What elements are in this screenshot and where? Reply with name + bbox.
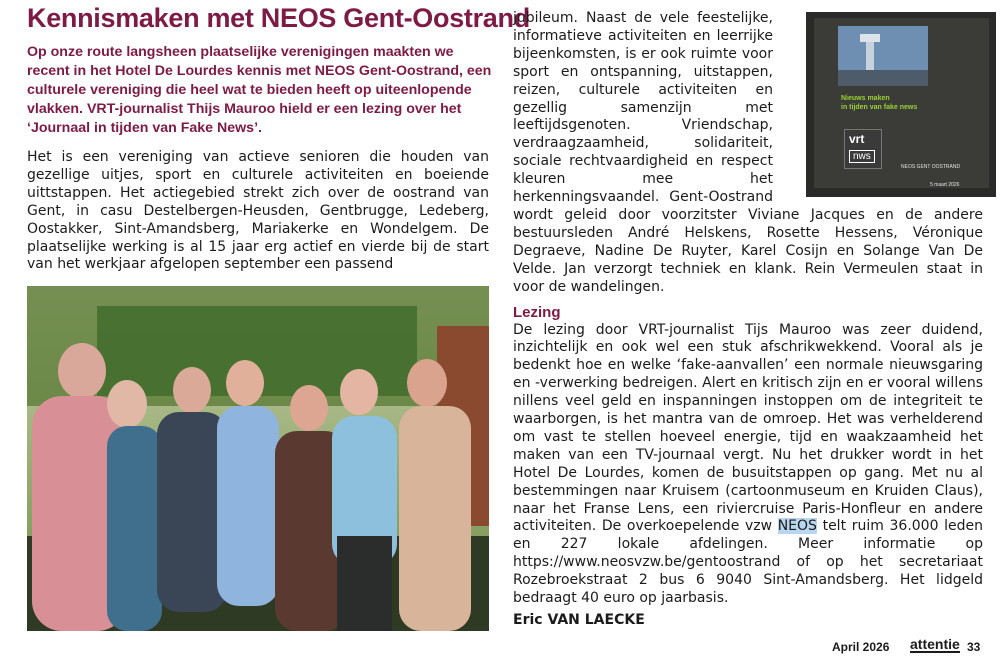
article-title: Kennismaken met NEOS Gent-Oostrand <box>27 3 530 33</box>
author-name: Eric VAN LAECKE <box>513 612 645 628</box>
lezing-text-after: telt ruim 36.000 leden en 227 lokale afdelingen. Meer informatie op https://www.neosvzw.be/gentoostrand of op het secretariaat Rozebroekstraat 2 bus 6 9040 Sint-Amandsberg. Het lidgeld bedraagt 40 euro op jaarbasis. <box>513 518 984 607</box>
footer-issue: April 2026 <box>832 640 890 654</box>
section-heading-lezing: Lezing <box>513 303 561 321</box>
lezing-text-before: De lezing door VRT-journalist Tijs Mauroo was zeer duidend, inzichtelijk en ook wel een stuk afschrikwekkend. Vooral als je bedenkt hoe en welke ‘fake-aanvallen’ een normale nieuwsgaring en -verwerking bedreigen. Alert en kritisch zijn en er vooral willens nillens veel geld en inspanningen instoppen om de integriteit te waarborgen, is het mantra van de omroep. Het was verhelderend om vast te stellen hoeveel energie, tijd en waakzaamheid het maken van een TV-journaal vergt. Nu het drukker wordt in het Hotel De Lourdes, komen de busuitstappen op gang. Met nu al bestemmingen naar Kruisem (cartoonmuseum en Kruiden Claus), naar het Franse Lens, een riviercruise Paris-Honfleur en andere activiteiten. De overkoepelende vzw <box>513 321 983 535</box>
nws-logo-text: nws <box>849 150 875 163</box>
group-photo-image <box>27 286 489 631</box>
slide-title-line1: Nieuws maken <box>841 95 890 102</box>
lezing-text <box>513 322 983 609</box>
slide-date: 5 maart 2026 <box>930 182 960 188</box>
vrt-logo-text: vrt <box>849 132 865 146</box>
article-intro: Op onze route langsheen plaatselijke verenigingen maakten we recent in het Hotel De Lourdes kennis met NEOS Gent-Oostrand, een culturele vereniging die heel wat te bieden heeft op uiteenlopende vlakken. VRT-journalist Thijs Mauroo hield er een lezing over het ‘Journaal in tijden van Fake News’. <box>27 44 492 136</box>
footer-page-number: 33 <box>967 640 981 654</box>
body-column-left: Het is een vereniging van actieve senioren die houden van gezellige uitjes, sport en culturele activiteiten en boeiende uittstappen. Het actiegebied strekt zich over de oostrand van Gent, in casu Destelbergen-Heusden, Gentbrugge, Ledeberg, Oostakker, Sint-Amandsberg, Mariakerke en Wondelgem. De plaatselijke werking is al 15 jaar erg actief en vierde bij de start van het werkjaar afgelopen september een passend <box>27 149 489 273</box>
body-right-text: jubileum. Naast de vele feestelijke, informatieve activiteiten en leerrijke bijeenkomsten, is er ook ruimte voor sport en ontspanning, uitstappen, reizen, culturele activiteiten en gezellig samenzijn met leeftijdsgenoten. Vriendschap, verdraagzaamheid, solidariteit, sociale rechtvaardigheid en respect kleuren mee het herkenningsvaandel. Gent-Oostrand wordt geleid door voorzitster Viviane Jacques en de andere bestuursleden André Helskens, Rosette Hessens, Véronique Degraeve, Nadine De Ruyter, Karel Cosijn en Solange Van De Velde. Jan verzorgt techniek en klank. Rein Vermeulen staat in voor de wandelingen. <box>513 10 983 295</box>
group-photo <box>27 286 489 631</box>
slide-org: NEOS GENT OOSTRAND <box>901 164 961 170</box>
slide-photo-spacer <box>783 10 983 206</box>
slide-title-line2: in tijden van fake news <box>841 104 918 111</box>
body-column-right <box>513 10 983 630</box>
highlighted-neos: NEOS <box>777 518 817 535</box>
footer-magazine-logo: attentie <box>910 636 960 652</box>
